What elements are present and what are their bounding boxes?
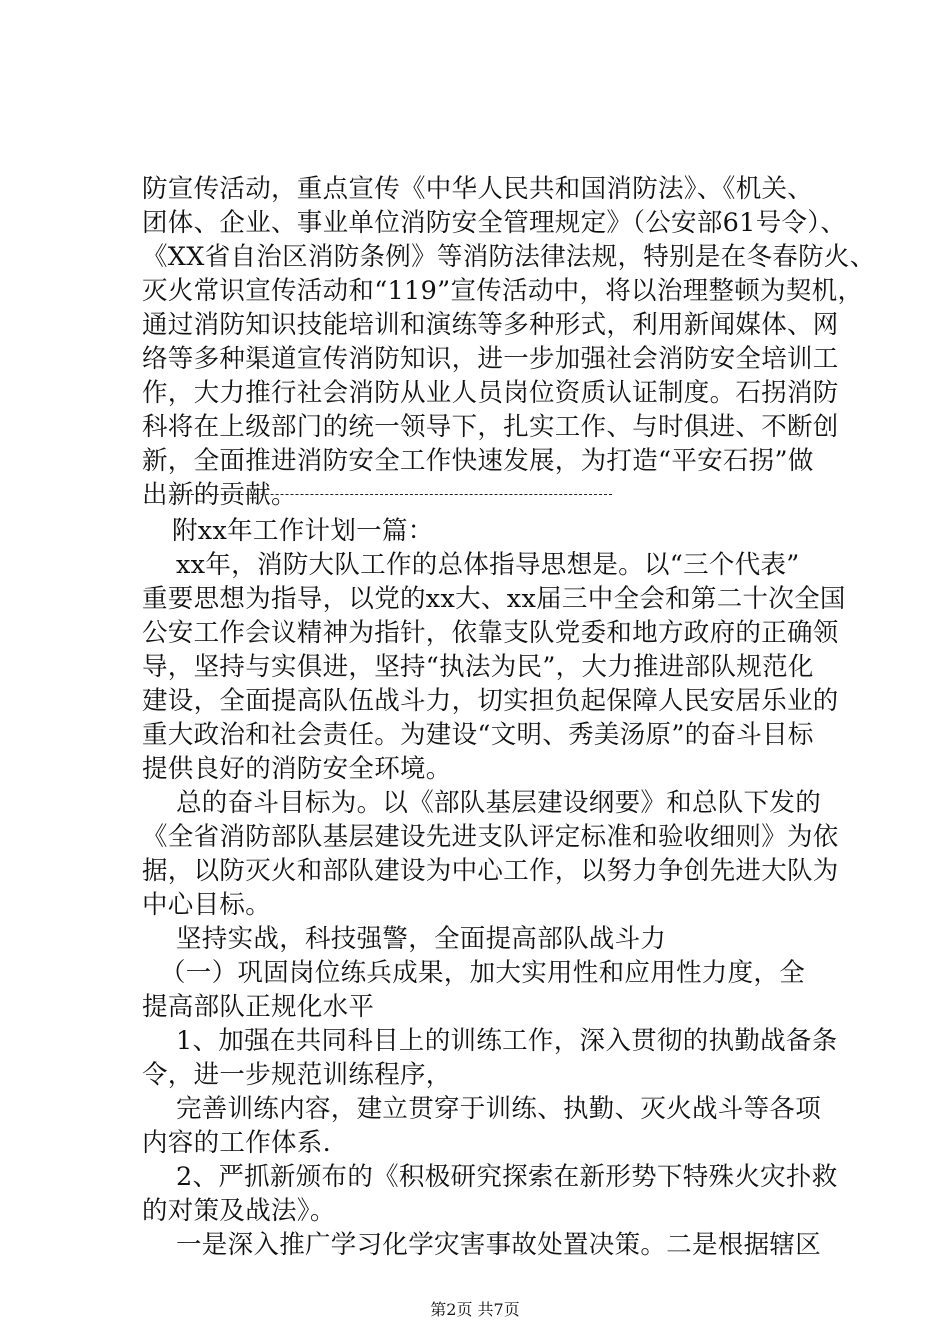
- body-text-line: 2、严抓新颁布的《积极研究探索在新形势下特殊火灾扑救: [176, 1162, 838, 1192]
- subheading-line: 坚持实战，科技强警，全面提高部队战斗力: [176, 924, 667, 954]
- body-text-line: 科将在上级部门的统一领导下，扎实工作、与时俱进、不断创: [142, 412, 839, 442]
- body-text-line: 出新的贡献。: [142, 480, 297, 510]
- body-text-line: 据，以防灭火和部队建设为中心工作，以努力争创先进大队为: [142, 856, 839, 886]
- body-text-line: 公安工作会议精神为指针，依靠支队党委和地方政府的正确领: [142, 618, 839, 648]
- body-text-line: 中心目标。: [142, 890, 272, 920]
- body-text-line: 重要思想为指导，以党的xx大、xx届三中全会和第二十次全国: [142, 584, 846, 614]
- body-text-line: 1、加强在共同科目上的训练工作，深入贯彻的执勤战备条: [176, 1026, 838, 1056]
- body-text-line: 作，大力推行社会消防从业人员岗位资质认证制度。石拐消防: [142, 378, 839, 408]
- body-text-line: 提高部队正规化水平: [142, 992, 375, 1022]
- body-text-line: 一是深入推广学习化学灾害事故处置决策。二是根据辖区: [176, 1230, 822, 1260]
- body-text-line: 建设，全面提高队伍战斗力，切实担负起保障人民安居乐业的: [142, 686, 839, 716]
- body-text-line: 完善训练内容，建立贯穿于训练、执勤、灭火战斗等各项: [176, 1094, 822, 1124]
- body-text-line: 防宣传活动，重点宣传《中华人民共和国消防法》、《机关、: [142, 174, 814, 204]
- body-text-line: 《全省消防部队基层建设先进支队评定标准和验收细则》为依: [142, 822, 839, 852]
- body-text-line: 团体、企业、事业单位消防安全管理规定》（公安部61号令）、: [142, 208, 847, 238]
- body-text-line: 新，全面推进消防安全工作快速发展，为打造“平安石拐”做: [142, 446, 814, 476]
- body-text-line: 提供良好的消防安全环境。: [142, 754, 452, 784]
- body-text-line: 内容的工作体系.: [142, 1128, 332, 1158]
- body-text-line: 总的奋斗目标为。以《部队基层建设纲要》和总队下发的: [176, 788, 822, 818]
- dashed-separator: [176, 494, 612, 495]
- body-text-line: 通过消防知识技能培训和演练等多种形式，利用新闻媒体、网: [142, 310, 839, 340]
- section-heading: 附xx年工作计划一篇：: [172, 516, 434, 546]
- body-text-line: 重大政治和社会责任。为建设“文明、秀美汤原”的奋斗目标: [142, 720, 814, 750]
- subheading-line: （一）巩固岗位练兵成果，加大实用性和应用性力度，全: [160, 958, 806, 988]
- page-footer: 第2页 共7页: [430, 1300, 520, 1319]
- body-text-line: 灭火常识宣传活动和“119”宣传活动中，将以治理整顿为契机，: [142, 276, 864, 306]
- body-text-line: 的对策及战法》。: [142, 1196, 336, 1226]
- body-text-line: 导，坚持与实俱进，坚持“执法为民”，大力推进部队规范化: [142, 652, 814, 682]
- body-text-line: 令，进一步规范训练程序，: [142, 1060, 452, 1090]
- body-text-line: 络等多种渠道宣传消防知识，进一步加强社会消防安全培训工: [142, 344, 839, 374]
- body-text-line: 《XX省自治区消防条例》等消防法律法规，特别是在冬春防火、: [142, 242, 876, 272]
- body-text-line: xx年，消防大队工作的总体指导思想是。以“三个代表”: [176, 550, 800, 580]
